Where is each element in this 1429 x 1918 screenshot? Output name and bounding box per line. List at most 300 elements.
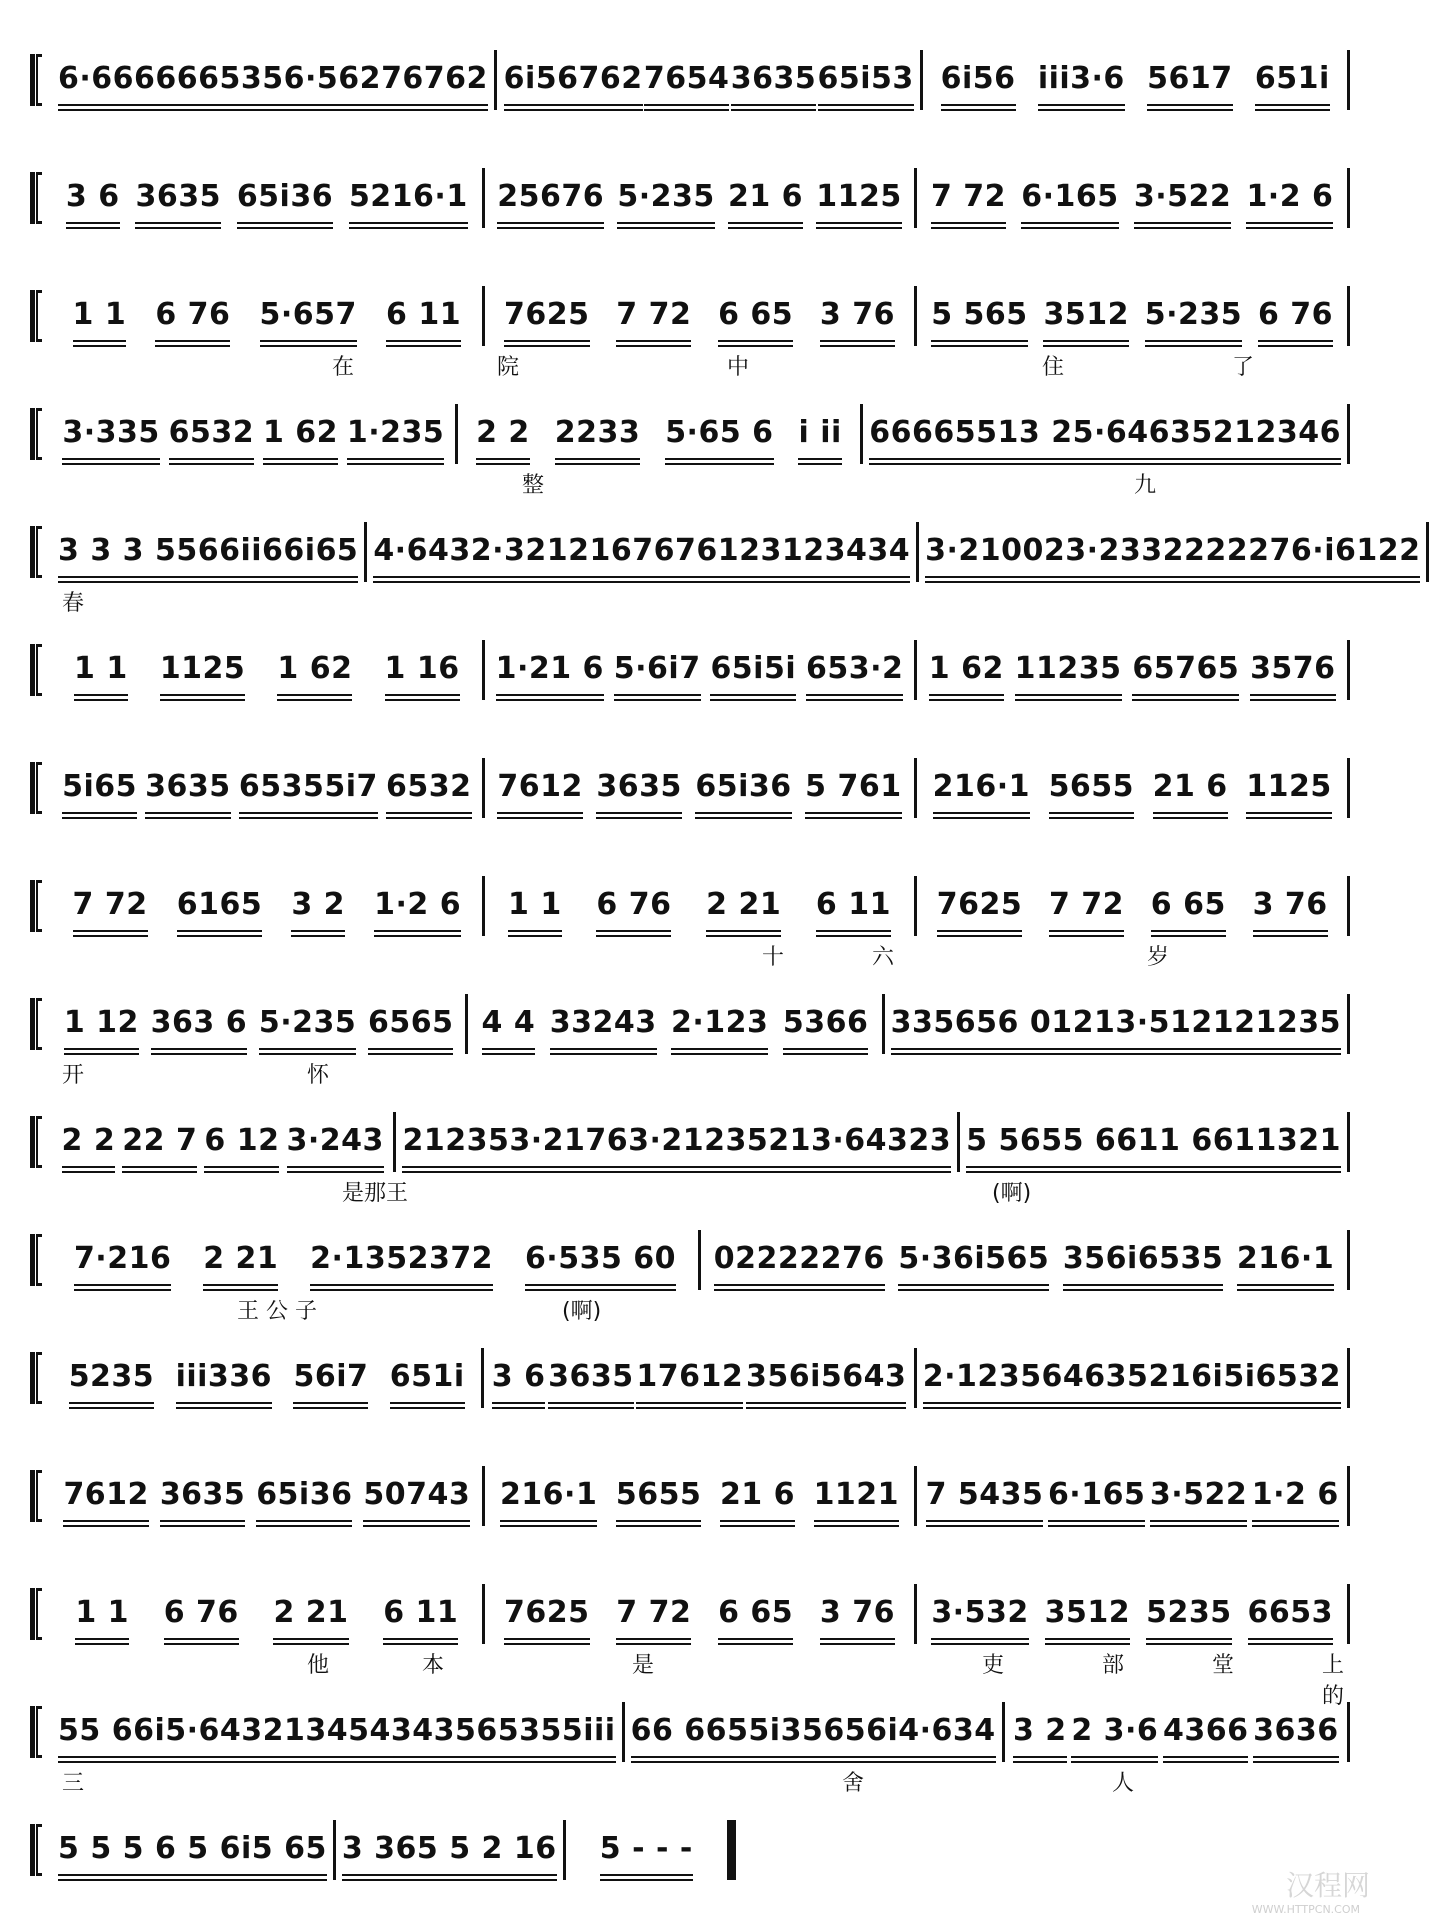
measure	[396, 1112, 960, 1172]
note-group: 1·235	[347, 409, 444, 460]
note-group: iii3·6	[1038, 55, 1125, 106]
note-group: 22 7	[122, 1117, 197, 1168]
note-group: 4·643	[373, 527, 470, 578]
measure	[485, 758, 918, 818]
note-group: 216·1	[933, 763, 1030, 814]
lyric-syllable: 上的	[1322, 1653, 1345, 1709]
note-group: 3·243	[287, 1117, 384, 1168]
note-group: 3635	[731, 55, 817, 106]
note-group: 7·216	[74, 1235, 171, 1286]
note-group: 55 66i	[58, 1707, 165, 1758]
note-group: 7 72	[931, 173, 1006, 224]
lyrics-row	[52, 468, 1350, 498]
note-group: 3512	[1043, 291, 1129, 342]
note-group: 3·522	[1150, 1471, 1247, 1522]
watermark-url: WWW.HTTPCN.COM	[1251, 1903, 1360, 1916]
note-group: 5·64321	[165, 1707, 305, 1758]
note-group: 55 66	[1041, 1117, 1137, 1168]
note-group: iii336	[176, 1353, 272, 1404]
lyric-syllable: (啊)	[562, 1299, 602, 1324]
note-group: 3 6	[492, 1353, 546, 1404]
note-group: 50743	[363, 1471, 470, 1522]
watermark: 汉程网	[1285, 1869, 1370, 1902]
measure-row	[52, 1584, 1350, 1644]
note-group: 56i7	[293, 1353, 368, 1404]
note-group: 6653	[1248, 1589, 1334, 1640]
note-group: 2·321	[471, 527, 568, 578]
note-group: 7 72	[73, 881, 148, 932]
measure	[566, 1820, 730, 1880]
note-group: 2233	[555, 409, 641, 460]
measure	[923, 50, 1350, 110]
score-system	[30, 1318, 1350, 1418]
note-group: 6 76	[155, 291, 230, 342]
lyrics-row	[52, 940, 1350, 970]
measure	[52, 50, 497, 110]
note-group: 1125	[1246, 763, 1332, 814]
measure-row	[52, 286, 1350, 346]
note-group: 1121	[814, 1471, 900, 1522]
measure	[485, 168, 918, 228]
note-group: 66 66	[631, 1707, 727, 1758]
score-system	[30, 138, 1350, 238]
score-system	[30, 610, 1350, 710]
note-group: 5216·1	[349, 173, 468, 224]
measure	[485, 286, 918, 346]
note-group: 2·1352372	[310, 1235, 493, 1286]
measure-row	[52, 168, 1350, 228]
measure	[917, 876, 1350, 936]
measure	[917, 1466, 1350, 1526]
system-bracket	[30, 762, 42, 814]
note-group: 3·335	[62, 409, 159, 460]
note-group: 5617	[1147, 55, 1233, 106]
measure	[960, 1112, 1350, 1172]
note-group: 6 65	[718, 291, 793, 342]
note-group: 3·233	[1065, 527, 1162, 578]
measure	[52, 1820, 336, 1880]
note-group: 6 65	[718, 1589, 793, 1640]
lyrics-row	[52, 1058, 1350, 1088]
system-bracket	[30, 1824, 42, 1876]
note-group: 34543435	[305, 1707, 476, 1758]
system-bracket	[30, 290, 42, 342]
note-group: 21676761	[568, 527, 739, 578]
lyrics-row	[52, 586, 1350, 616]
measure	[336, 1820, 566, 1880]
note-group: 6·562	[284, 55, 381, 106]
note-group: 3635	[548, 1353, 634, 1404]
system-bracket	[30, 1116, 42, 1168]
lyric-syllable: 九	[1134, 473, 1157, 498]
note-group: 5·235	[1145, 291, 1242, 342]
note-group: 3635	[596, 763, 682, 814]
note-group: 7 72	[1049, 881, 1124, 932]
lyric-syllable: 部	[1102, 1653, 1125, 1678]
measure	[52, 1584, 485, 1644]
note-group: 7625	[504, 1589, 590, 1640]
note-group: 5235	[69, 1353, 155, 1404]
note-group: 1 1	[75, 1589, 129, 1640]
note-group: 1 16	[385, 645, 460, 696]
lyrics-row	[52, 1176, 1350, 1206]
note-group: 6·165	[1021, 173, 1118, 224]
note-group: 1125	[160, 645, 246, 696]
note-group: 1 1	[73, 291, 127, 342]
lyric-syllable: 整	[522, 473, 545, 498]
note-group: 6532	[386, 763, 472, 814]
lyric-syllable: 春	[62, 591, 85, 616]
note-group: 653·2	[806, 645, 903, 696]
note-group: 5 - - -	[600, 1825, 693, 1876]
system-bracket	[30, 526, 42, 578]
measure-row	[52, 1348, 1350, 1408]
note-group: 2 3·6	[1071, 1707, 1158, 1758]
note-group: 564635	[1020, 1353, 1148, 1404]
note-group: 3 76	[820, 1589, 895, 1640]
note-group: 216i5i	[1148, 1353, 1255, 1404]
note-group: 2 21	[273, 1589, 348, 1640]
note-group: 3·522	[1134, 173, 1231, 224]
note-group: 3512	[1045, 1589, 1131, 1640]
measure	[885, 994, 1350, 1054]
note-group: 1 62	[277, 645, 352, 696]
measure	[917, 168, 1350, 228]
note-group: 6 76	[1258, 291, 1333, 342]
lyric-syllable: 开	[62, 1063, 85, 1088]
score-system	[30, 1436, 1350, 1536]
measure	[52, 1702, 625, 1762]
note-group: 1·2 6	[1252, 1471, 1339, 1522]
measure	[52, 404, 458, 464]
note-group: 1 12	[64, 999, 139, 1050]
lyrics-row	[52, 1766, 1350, 1796]
note-group: 5235	[1146, 1589, 1232, 1640]
lyric-syllable: 是	[632, 1653, 655, 1678]
note-group: 5·235	[617, 173, 714, 224]
note-group: 65i53	[818, 55, 914, 106]
note-group: 1125	[816, 173, 902, 224]
measure	[917, 1348, 1350, 1408]
note-group: 3 6	[66, 173, 120, 224]
note-group: 3635	[145, 763, 231, 814]
measure	[917, 758, 1350, 818]
note-group: 3 2	[1013, 1707, 1067, 1758]
measure	[701, 1230, 1350, 1290]
score-system	[30, 20, 1350, 120]
note-group: 3635	[160, 1471, 246, 1522]
note-group: 4366	[1163, 1707, 1249, 1758]
note-group: 2 2	[476, 409, 530, 460]
note-group: 213·5	[1073, 999, 1170, 1050]
note-group: 33565	[891, 999, 998, 1050]
score-system	[30, 964, 1350, 1088]
measure	[1005, 1702, 1350, 1762]
measure	[917, 1584, 1350, 1644]
lyric-syllable: 吏	[982, 1653, 1005, 1678]
note-group: i ii	[798, 409, 841, 460]
note-group: 23123434	[739, 527, 910, 578]
lyric-syllable: 舍	[842, 1771, 865, 1796]
note-group: 3·21002	[925, 527, 1065, 578]
measure	[52, 758, 485, 818]
measure	[468, 994, 884, 1054]
measure-row	[52, 1820, 730, 1880]
note-group: 7654	[644, 55, 730, 106]
note-group: 1 1	[74, 645, 128, 696]
note-group: 7 72	[616, 291, 691, 342]
note-group: 7625	[504, 291, 590, 342]
score-system	[30, 374, 1350, 498]
note-group: 21235	[402, 1117, 509, 1168]
note-group: 65355iii	[476, 1707, 615, 1758]
measure	[625, 1702, 1005, 1762]
measure	[52, 1230, 701, 1290]
measure	[52, 1348, 484, 1408]
note-group: 6532	[1256, 1353, 1342, 1404]
note-group: 6666	[869, 409, 955, 460]
measure	[497, 50, 924, 110]
lyric-syllable: 在	[332, 355, 355, 380]
note-group: 33243	[550, 999, 657, 1050]
lyric-syllable: 堂	[1212, 1653, 1235, 1678]
note-group: 1·2 6	[1246, 173, 1333, 224]
note-group: 25676	[497, 173, 604, 224]
note-group: 1·2 6	[374, 881, 461, 932]
note-group: 3 76	[1253, 881, 1328, 932]
note-group: 7 5435	[926, 1471, 1044, 1522]
measure	[52, 640, 485, 700]
note-group: 65i36	[237, 173, 333, 224]
measure-row	[52, 1230, 1350, 1290]
measure	[485, 1466, 918, 1526]
note-group: 5366	[783, 999, 869, 1050]
measure	[52, 286, 485, 346]
note-group: 1·21 6	[496, 645, 604, 696]
note-group: 7 72	[616, 1589, 691, 1640]
note-group: 6·i6122	[1291, 527, 1421, 578]
lyric-syllable: 人	[1112, 1771, 1135, 1796]
note-group: 222227	[1163, 527, 1291, 578]
note-group: 6165	[177, 881, 263, 932]
system-bracket	[30, 880, 42, 932]
system-bracket	[30, 172, 42, 224]
score-system	[30, 728, 1350, 828]
note-group: 7612	[497, 763, 583, 814]
note-group: 213·64323	[768, 1117, 951, 1168]
score-system	[30, 1672, 1350, 1796]
lyrics-row	[52, 350, 1350, 380]
score-system	[30, 1200, 1350, 1324]
note-group: 6·535 60	[525, 1235, 676, 1286]
note-group: 2·123	[923, 1353, 1020, 1404]
note-group: 21 6	[720, 1471, 795, 1522]
note-group: 4 4	[482, 999, 536, 1050]
lyric-syllable: 王 公 子	[237, 1299, 317, 1324]
system-bracket	[30, 1352, 42, 1404]
note-group: 1 1	[508, 881, 562, 932]
note-group: 5·65 6	[665, 409, 773, 460]
measure-row	[52, 640, 1350, 700]
lyrics-row	[52, 1294, 1350, 1324]
note-group: 6 01	[998, 999, 1073, 1050]
score-system	[30, 846, 1350, 970]
note-group: 5655	[616, 1471, 702, 1522]
note-group: 65355i7	[239, 763, 378, 814]
note-group: 5·235	[259, 999, 356, 1050]
lyric-syllable: 岁	[1147, 945, 1170, 970]
note-group: 5i65	[62, 763, 137, 814]
measure-row	[52, 522, 1421, 582]
measure	[863, 404, 1350, 464]
score-system	[30, 1554, 1350, 1709]
note-group: 17612	[636, 1353, 743, 1404]
note-group: 6565	[368, 999, 454, 1050]
note-group: 3 36	[342, 1825, 417, 1876]
lyrics-row	[52, 1648, 1350, 1709]
note-group: 65765	[1132, 645, 1239, 696]
note-group: 3636	[1253, 1707, 1339, 1758]
note-group: 4·634	[898, 1707, 995, 1758]
lyric-syllable: 院	[497, 355, 520, 380]
note-group: 6·666	[58, 55, 155, 106]
note-group: 1 62	[263, 409, 338, 460]
note-group: 3635	[135, 173, 221, 224]
note-group: 1 62	[929, 645, 1004, 696]
note-group: 5·36i565	[898, 1235, 1049, 1286]
lyric-syllable: 是那王	[342, 1181, 409, 1206]
note-group: 666535	[155, 55, 283, 106]
note-group: 6 11	[386, 291, 461, 342]
note-group: 5·64635	[1073, 409, 1213, 460]
note-group: 12121235	[1170, 999, 1341, 1050]
lyric-syllable: 他	[307, 1653, 330, 1678]
system-bracket	[30, 644, 42, 696]
note-group: 66i65	[262, 527, 358, 578]
score-system	[30, 492, 1421, 616]
note-group: 6i56762	[504, 55, 643, 106]
note-group: 5·6i7	[614, 645, 701, 696]
note-group: 6 12	[204, 1117, 279, 1168]
note-group: 356i6535	[1063, 1235, 1223, 1286]
note-group: 5 5 5 6 5 6i	[58, 1825, 252, 1876]
measure	[367, 522, 919, 582]
note-group: 65i36	[695, 763, 791, 814]
note-group: 5·657	[260, 291, 357, 342]
measure	[919, 522, 1429, 582]
lyric-syllable: 中	[727, 355, 750, 380]
system-bracket	[30, 1706, 42, 1758]
note-group: 76762	[381, 55, 488, 106]
note-group: 6532	[169, 409, 255, 460]
note-group: 66ii	[198, 527, 262, 578]
measure	[52, 876, 485, 936]
note-group: 02222276	[714, 1235, 885, 1286]
lyric-syllable: 本	[422, 1653, 445, 1678]
note-group: 3 76	[820, 291, 895, 342]
note-group: 6·165	[1048, 1471, 1145, 1522]
measure-row	[52, 404, 1350, 464]
note-group: 65i5i	[710, 645, 796, 696]
measure-row	[52, 1466, 1350, 1526]
system-bracket	[30, 54, 42, 106]
note-group: 3 2	[291, 881, 345, 932]
lyric-syllable: 六	[872, 945, 895, 970]
note-group: 2·123	[671, 999, 768, 1050]
note-group: 55i35	[727, 1707, 823, 1758]
note-group: 2 21	[203, 1235, 278, 1286]
measure-row	[52, 994, 1350, 1054]
note-group: 11235	[1015, 645, 1122, 696]
note-group: 5 761	[805, 763, 901, 814]
note-group: 5 65	[252, 1825, 327, 1876]
lyric-syllable: 三	[62, 1771, 85, 1796]
measure	[52, 522, 367, 582]
measure	[485, 876, 918, 936]
measure	[458, 404, 864, 464]
measure	[485, 1584, 918, 1644]
measure	[52, 994, 468, 1054]
measure	[917, 286, 1350, 346]
measure-row	[52, 758, 1350, 818]
measure	[484, 1348, 916, 1408]
note-group: 6	[535, 1825, 556, 1876]
measure	[917, 640, 1350, 700]
note-group: 7612	[63, 1471, 149, 1522]
system-bracket	[30, 408, 42, 460]
note-group: 7625	[937, 881, 1023, 932]
note-group: 5 5 2 1	[417, 1825, 535, 1876]
note-group: 212346	[1213, 409, 1341, 460]
note-group: 21 6	[728, 173, 803, 224]
note-group: 21 6	[1153, 763, 1228, 814]
note-group: 3·217	[509, 1117, 606, 1168]
note-group: 3576	[1250, 645, 1336, 696]
note-group: 5513 2	[955, 409, 1073, 460]
note-group: 2 21	[706, 881, 781, 932]
note-group: 65i36	[256, 1471, 352, 1522]
note-group: 216·1	[1237, 1235, 1334, 1286]
measure-row	[52, 1702, 1350, 1762]
note-group: 2 2	[62, 1117, 116, 1168]
score-system	[30, 256, 1350, 380]
lyric-syllable: 十	[762, 945, 785, 970]
note-group: 6 11	[383, 1589, 458, 1640]
score-system	[30, 1082, 1350, 1206]
system-bracket	[30, 1234, 42, 1286]
note-group: 3·532	[931, 1589, 1028, 1640]
note-group: 216·1	[500, 1471, 597, 1522]
note-group: 651i	[1255, 55, 1330, 106]
note-group: 6 65	[1151, 881, 1226, 932]
system-bracket	[30, 1470, 42, 1522]
note-group: 63·21235	[607, 1117, 769, 1168]
note-group: 356i5643	[746, 1353, 906, 1404]
measure	[52, 1112, 396, 1172]
lyric-syllable: 住	[1042, 355, 1065, 380]
lyric-syllable: 怀	[307, 1063, 330, 1088]
note-group: 656i	[823, 1707, 898, 1758]
note-group: 5655	[1049, 763, 1135, 814]
measure-row	[52, 50, 1350, 110]
note-group: 5 565	[931, 291, 1027, 342]
note-group: 11 66	[1138, 1117, 1234, 1168]
measure	[52, 168, 485, 228]
note-group: 363 6	[151, 999, 247, 1050]
note-group: 11321	[1234, 1117, 1341, 1168]
note-group: 5 56	[966, 1117, 1041, 1168]
note-group: 6 11	[816, 881, 891, 932]
